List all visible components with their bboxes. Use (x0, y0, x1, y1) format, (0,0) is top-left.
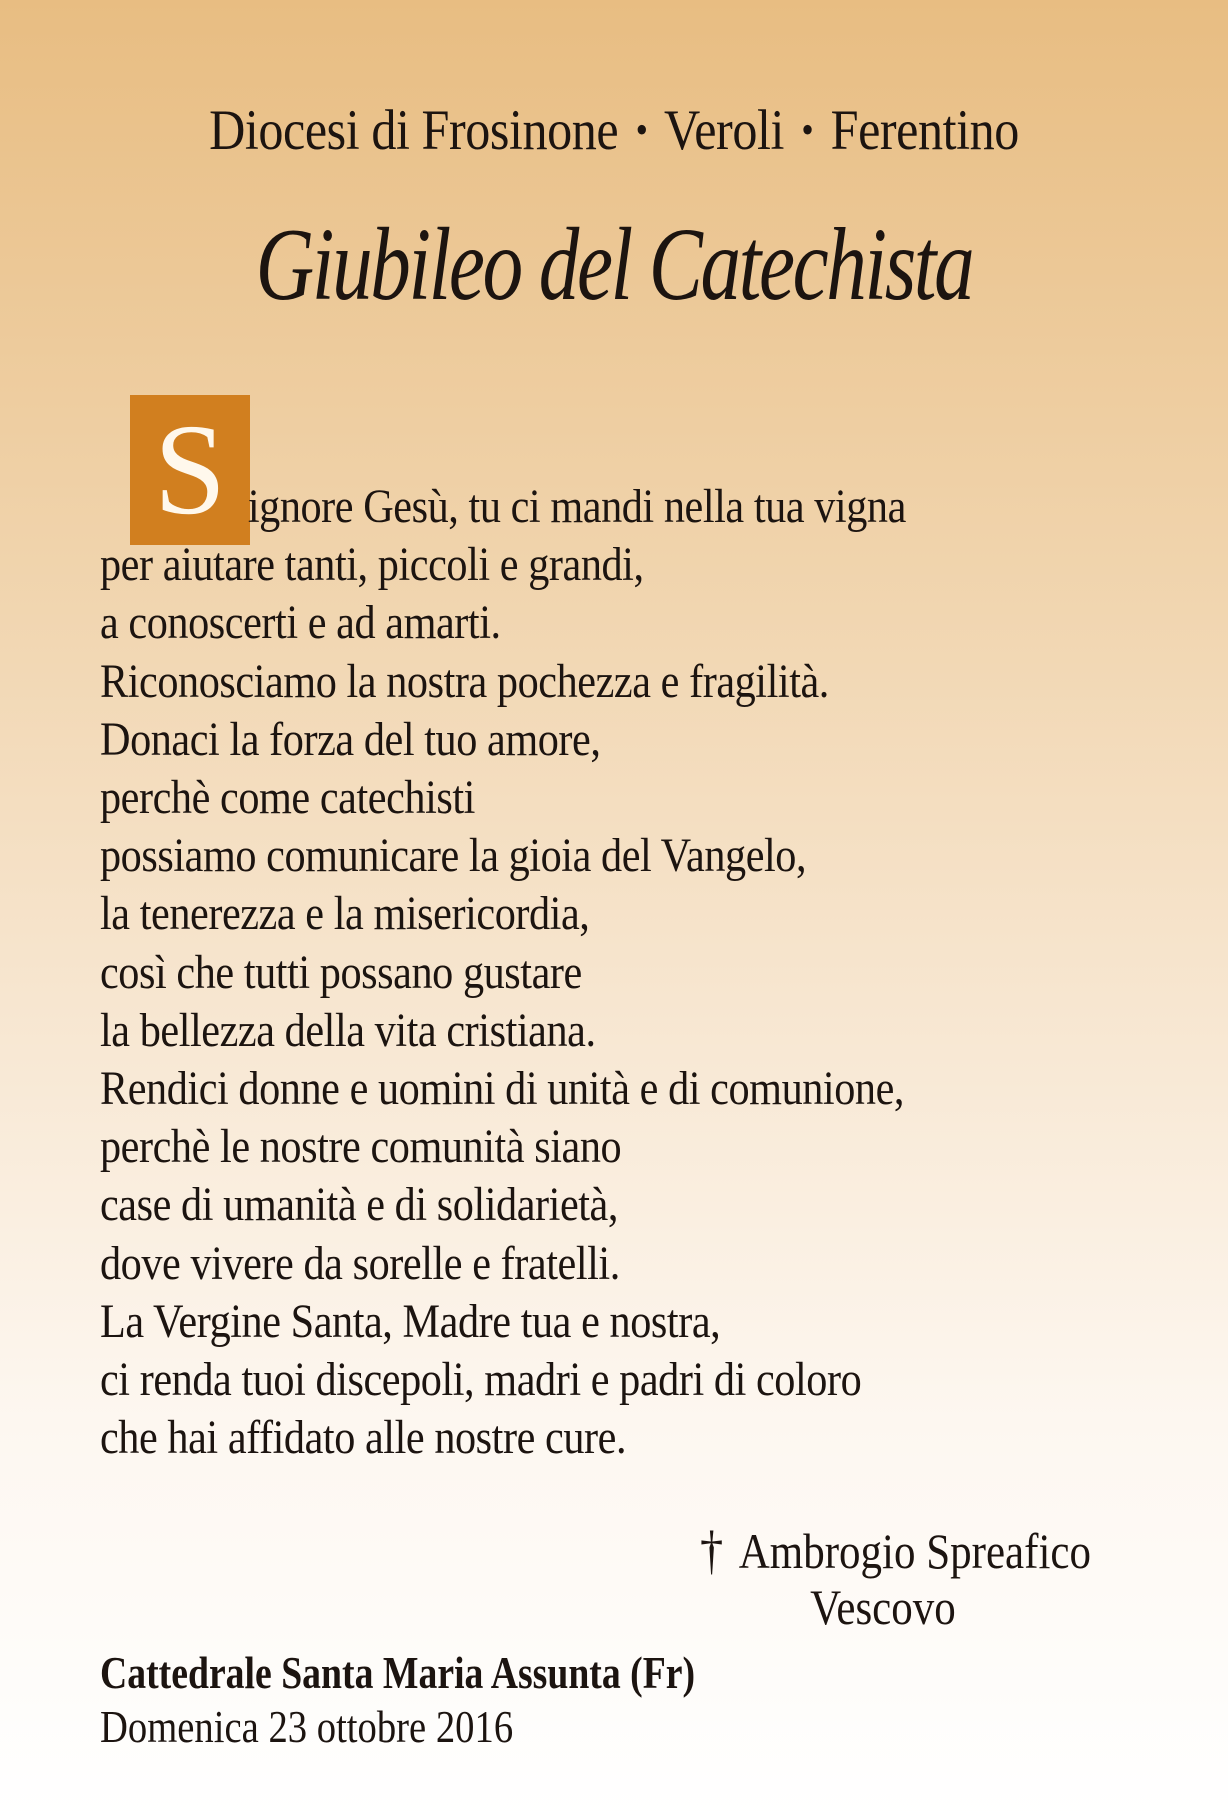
event-info (100, 1646, 1000, 1754)
prayer-line: ci renda tuoi discepoli, madri e padri di coloro (100, 1353, 862, 1407)
prayer-line: che hai affidato alle nostre cure. (100, 1411, 627, 1465)
bishop-name: Ambrogio Spreafico (738, 1523, 1091, 1579)
prayer-line: così che tutti possano gustare (100, 945, 582, 999)
page-title: Giubileo del Catechista (255, 207, 973, 322)
prayer-line: la bellezza della vita cristiana. (100, 1003, 596, 1057)
diocese-ferentino: Ferentino (830, 99, 1019, 162)
cross-icon: † (700, 1520, 724, 1580)
event-date: Domenica 23 ottobre 2016 (100, 1701, 514, 1752)
prayer-line: perchè le nostre comunità siano (100, 1120, 622, 1174)
drop-cap: S (130, 395, 250, 545)
prayer-line: Donaci la forza del tuo amore, (100, 712, 601, 766)
diocese-veroli: Veroli (664, 99, 784, 162)
prayer-line: a conoscerti e ad amarti. (100, 596, 501, 650)
prayer-line: Riconosciamo la nostra pochezza e fragilità. (100, 654, 829, 708)
prayer-line: la tenerezza e la misericordia, (100, 887, 590, 941)
event-place: Cattedrale Santa Maria Assunta (Fr) (100, 1647, 696, 1698)
prayer-text (100, 478, 1120, 1467)
prayer-line: per aiutare tanti, piccoli e grandi, (100, 538, 644, 592)
prayer-line: possiamo comunicare la gioia del Vangelo, (100, 829, 807, 883)
prayer-line: La Vergine Santa, Madre tua e nostra, (100, 1294, 721, 1348)
prayer-line: perchè come catechisti (100, 771, 475, 825)
bishop-role: Vescovo (810, 1579, 956, 1635)
signature-name-line (700, 1520, 1091, 1580)
prayer-line: ignore Gesù, tu ci mandi nella tua vigna (247, 480, 906, 533)
prayer-line: dove vivere da sorelle e fratelli. (100, 1236, 620, 1290)
separator-dot: • (801, 107, 814, 152)
signature-block (700, 1522, 1130, 1635)
prayer-line: Rendici donne e uomini di unità e di comunione, (100, 1062, 905, 1116)
separator-dot: • (635, 107, 648, 152)
diocese-header (74, 98, 1155, 163)
prayer-line: case di umanità e di solidarietà, (100, 1178, 618, 1232)
diocese-name: Diocesi di Frosinone (209, 99, 619, 162)
